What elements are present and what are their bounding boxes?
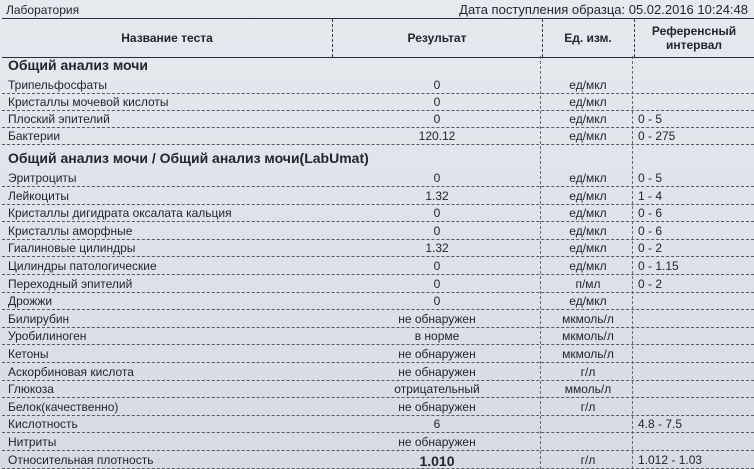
test-name: Кетоны — [8, 347, 49, 361]
test-ref: 1 - 4 — [638, 188, 663, 203]
test-result: 1.010 — [419, 452, 455, 469]
test-name: Нитриты — [8, 435, 57, 449]
test-result: не обнаружен — [398, 435, 476, 449]
test-result: 120.12 — [418, 129, 456, 143]
test-unit: мкмоль/л — [562, 311, 614, 326]
table-row — [2, 345, 754, 363]
col-header-result: Результат — [407, 31, 467, 45]
test-unit: ед/мкл — [569, 223, 607, 238]
test-unit: ед/мкл — [569, 129, 607, 143]
table-row — [2, 363, 754, 381]
test-name: Трипельфосфаты — [8, 78, 108, 92]
test-name: Кристаллы дигидрата оксалата кальция — [8, 206, 232, 221]
test-result: 0 — [433, 294, 441, 309]
test-result: 1.32 — [425, 241, 449, 256]
test-result: 0 — [433, 78, 441, 92]
table-row — [2, 327, 754, 345]
test-result: 0 — [433, 259, 441, 273]
test-ref: 0 - 5 — [638, 112, 663, 126]
test-unit: ед/мкл — [569, 259, 607, 273]
test-ref: 0 - 275 — [638, 129, 676, 143]
table-row — [2, 169, 754, 187]
test-result: 0 — [433, 95, 441, 109]
test-result: 0 — [433, 223, 441, 238]
test-ref: 0 - 2 — [638, 276, 663, 291]
table-row — [2, 292, 754, 310]
table-row — [2, 310, 754, 328]
test-ref: 1.012 - 1.03 — [638, 452, 703, 467]
test-name: Бактерии — [8, 129, 61, 143]
table-row — [2, 187, 754, 205]
table-row — [2, 93, 754, 111]
test-unit: ед/мкл — [569, 171, 607, 185]
col-header-unit: Ед. изм. — [564, 31, 612, 45]
test-result: отрицательный — [394, 382, 480, 397]
test-name: Гиалиновые цилиндры — [8, 241, 136, 256]
test-result: не обнаружен — [398, 311, 476, 326]
test-name: Относительная плотность — [8, 452, 154, 467]
test-name: Кристаллы аморфные — [8, 223, 133, 238]
test-result: 0 — [433, 206, 441, 221]
test-result: в норме — [414, 329, 460, 344]
test-result: не обнаружен — [398, 399, 476, 414]
test-unit: г/л — [580, 364, 596, 379]
test-name: Кислотность — [8, 417, 78, 432]
test-ref: 0 - 2 — [638, 241, 663, 256]
test-ref: 0 - 6 — [638, 206, 663, 221]
col-header-name: Название теста — [121, 31, 213, 45]
test-name: Цилиндры патологические — [8, 259, 157, 273]
section-title-2: Общий анализ мочи / Общий анализ мочи(LabUmat) — [8, 150, 369, 166]
table-row — [2, 110, 754, 128]
test-result: 0 — [433, 276, 441, 291]
table-row — [2, 275, 754, 293]
test-name: Лейкоциты — [8, 188, 70, 203]
test-name: Кристаллы мочевой кислоты — [8, 95, 169, 109]
test-ref: 0 - 6 — [638, 223, 663, 238]
table-row — [2, 204, 754, 222]
test-result: не обнаружен — [398, 364, 476, 379]
table-row — [2, 398, 754, 416]
table-row — [2, 222, 754, 240]
test-unit: г/л — [580, 452, 596, 467]
test-ref: 4.8 - 7.5 — [638, 417, 683, 432]
table-row — [2, 127, 754, 145]
sample-date: Дата поступления образца: 05.02.2016 10:24:48 — [459, 2, 748, 17]
table-row — [2, 239, 754, 257]
test-ref: 0 - 5 — [638, 171, 663, 185]
test-name: Дрожжи — [8, 294, 53, 309]
test-unit: г/л — [580, 399, 596, 414]
section-title-1: Общий анализ мочи — [8, 57, 148, 73]
test-unit: ед/мкл — [569, 206, 607, 221]
test-unit: ед/мкл — [569, 294, 607, 309]
test-name: Аскорбиновая кислота — [8, 364, 134, 379]
test-ref: 0 - 1.15 — [638, 259, 679, 273]
test-name: Глюкоза — [8, 382, 54, 397]
test-unit: ед/мкл — [569, 188, 607, 203]
test-result: 0 — [433, 112, 441, 126]
test-unit: п/мл — [575, 276, 601, 291]
test-unit: ед/мкл — [569, 112, 607, 126]
test-unit: ед/мкл — [569, 95, 607, 109]
lab-name: Лаборатория — [6, 3, 80, 17]
test-name: Эритроциты — [8, 171, 77, 185]
test-result: 0 — [433, 171, 441, 185]
test-result: 6 — [433, 417, 441, 432]
table-row — [2, 257, 754, 275]
col-header-ref: Референсный интервал — [651, 24, 737, 52]
test-result: 1.32 — [425, 188, 449, 203]
table-header — [2, 18, 754, 58]
table-row — [2, 415, 754, 433]
test-unit: мкмоль/л — [562, 347, 614, 361]
test-name: Уробилиноген — [8, 329, 87, 344]
table-row — [2, 76, 754, 94]
table-row — [2, 380, 754, 398]
table-row — [2, 451, 754, 469]
table-row — [2, 433, 754, 451]
test-name: Переходный эпителий — [8, 276, 133, 291]
test-unit: ммоль/л — [564, 382, 612, 397]
test-name: Белок(качественно) — [8, 399, 119, 414]
test-unit: мкмоль/л — [562, 329, 614, 344]
report-topbar — [0, 0, 754, 20]
test-name: Плоский эпителий — [8, 112, 110, 126]
test-result: не обнаружен — [398, 347, 476, 361]
test-unit: ед/мкл — [569, 78, 607, 92]
test-name: Билирубин — [8, 311, 70, 326]
test-unit: ед/мкл — [569, 241, 607, 256]
